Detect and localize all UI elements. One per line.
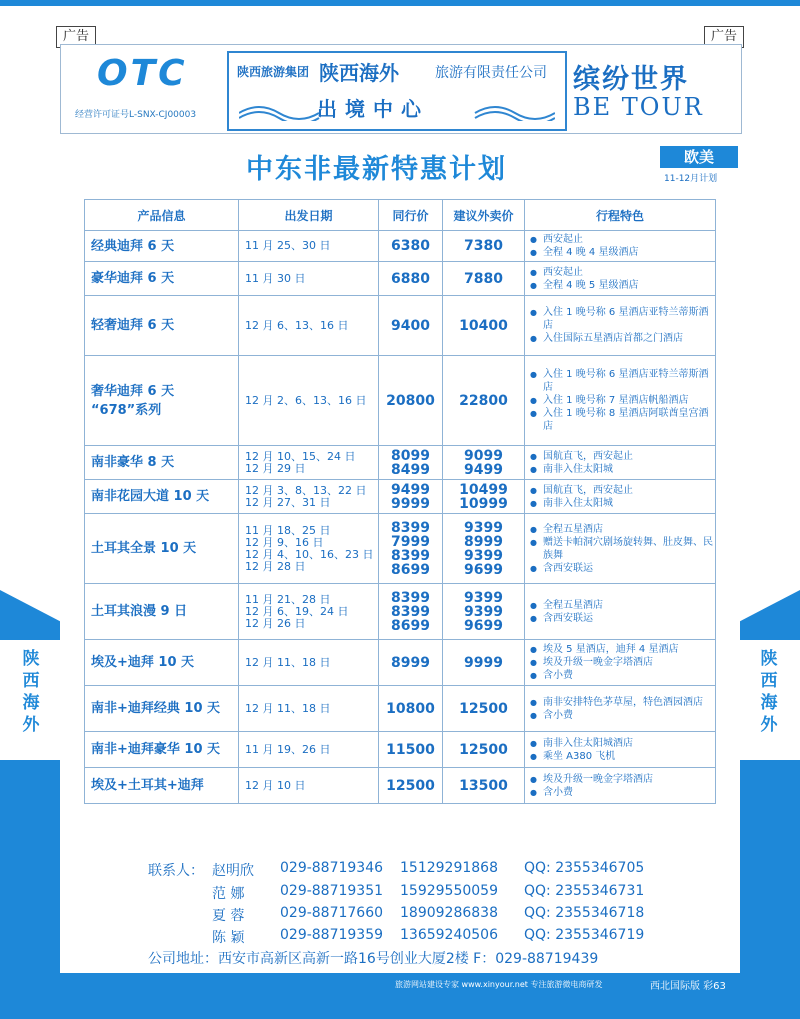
retail-price bbox=[443, 480, 525, 514]
product-name-line: 轻奢迪拜 6 天 bbox=[91, 318, 175, 333]
itinerary-features bbox=[525, 296, 716, 356]
departure-dates-line: 12 月 9、16 日 bbox=[245, 535, 324, 549]
departure-dates-line: 12 月 26 日 bbox=[245, 616, 306, 630]
retail-price bbox=[443, 686, 525, 732]
departure-dates-line: 12 月 2、6、13、16 日 bbox=[245, 393, 367, 407]
trade-price-line: 6880 bbox=[391, 270, 430, 287]
departure-dates-line: 11 月 21、28 日 bbox=[245, 592, 331, 606]
retail-price-line: 9499 bbox=[464, 461, 503, 478]
product-name bbox=[85, 584, 239, 640]
itinerary-features bbox=[525, 356, 716, 446]
column-header: 同行价 bbox=[379, 200, 443, 231]
departure-dates-line: 11 月 30 日 bbox=[245, 271, 306, 285]
product-name bbox=[85, 446, 239, 480]
retail-price-line: 10400 bbox=[459, 317, 508, 334]
itinerary-features bbox=[525, 768, 716, 804]
retail-price-line: 9399 bbox=[464, 589, 503, 606]
contact-mobile: 13659240506 bbox=[400, 927, 498, 943]
itinerary-features bbox=[525, 514, 716, 584]
trade-price-line: 8399 bbox=[391, 547, 430, 564]
feature-item: ● 全程 4 晚 5 星级酒店 bbox=[529, 279, 713, 292]
trade-price-line: 8399 bbox=[391, 589, 430, 606]
trade-price bbox=[379, 356, 443, 446]
product-name bbox=[85, 514, 239, 584]
trade-price-line: 8399 bbox=[391, 603, 430, 620]
departure-dates bbox=[239, 584, 379, 640]
trade-price-line: 7999 bbox=[391, 533, 430, 550]
retail-price-line: 13500 bbox=[459, 777, 508, 794]
departure-dates-line: 12 月 6、19、24 日 bbox=[245, 604, 349, 618]
departure-dates-line: 12 月 10、15、24 日 bbox=[245, 449, 356, 463]
trade-price-line: 8399 bbox=[391, 519, 430, 536]
trade-price bbox=[379, 296, 443, 356]
table-row bbox=[85, 514, 716, 584]
table-row bbox=[85, 296, 716, 356]
itinerary-features bbox=[525, 480, 716, 514]
departure-dates bbox=[239, 231, 379, 262]
retail-price-line: 12500 bbox=[459, 700, 508, 717]
feature-item: ● 含西安联运 bbox=[529, 612, 713, 625]
contact-qq: QQ: 2355346705 bbox=[524, 860, 645, 876]
contact-name: 夏 蓉 bbox=[212, 908, 245, 924]
left-side-text: 陕 西 海 外 bbox=[22, 649, 40, 735]
trade-price-line: 8499 bbox=[391, 461, 430, 478]
trade-price-line: 9499 bbox=[391, 481, 430, 498]
product-name bbox=[85, 356, 239, 446]
trade-price bbox=[379, 584, 443, 640]
product-name bbox=[85, 480, 239, 514]
product-name-line: 南非+迪拜经典 10 天 bbox=[91, 701, 221, 716]
contact-mobile: 15929550059 bbox=[400, 883, 498, 899]
retail-price bbox=[443, 732, 525, 768]
itinerary-features bbox=[525, 686, 716, 732]
table-row bbox=[85, 732, 716, 768]
product-name-line: 埃及+土耳其+迪拜 bbox=[91, 778, 204, 793]
product-name-line: 埃及+迪拜 10 天 bbox=[91, 655, 195, 670]
retail-price bbox=[443, 640, 525, 686]
trade-price-line: 8699 bbox=[391, 561, 430, 578]
departure-dates bbox=[239, 296, 379, 356]
retail-price-line: 22800 bbox=[459, 392, 508, 409]
be-tour-cn-logo: 缤纷世界 bbox=[573, 64, 689, 95]
product-name bbox=[85, 640, 239, 686]
departure-dates-line: 12 月 28 日 bbox=[245, 559, 306, 573]
retail-price-line: 10499 bbox=[459, 481, 508, 498]
departure-dates bbox=[239, 446, 379, 480]
footer-website-text: 旅游网站建设专家 www.xinyour.net 专注旅游微电商研发 bbox=[395, 980, 603, 989]
itinerary-features bbox=[525, 640, 716, 686]
retail-price bbox=[443, 584, 525, 640]
departure-dates bbox=[239, 514, 379, 584]
bottom-border bbox=[0, 1012, 800, 1019]
retail-price-line: 9399 bbox=[464, 547, 503, 564]
retail-price-line: 7380 bbox=[464, 238, 503, 254]
trade-price-line: 9999 bbox=[391, 495, 430, 512]
retail-price-line: 8999 bbox=[464, 533, 503, 550]
feature-item: ● 南非入住太阳城 bbox=[529, 497, 713, 510]
product-name-line: 豪华迪拜 6 天 bbox=[91, 271, 175, 286]
table-row bbox=[85, 356, 716, 446]
product-name-line: 奢华迪拜 6 天 bbox=[91, 383, 175, 399]
contact-qq: QQ: 2355346719 bbox=[524, 927, 645, 943]
departure-dates bbox=[239, 356, 379, 446]
departure-dates bbox=[239, 262, 379, 296]
feature-item: ● 西安起止 bbox=[529, 266, 713, 279]
product-name bbox=[85, 768, 239, 804]
page-title: 中东非最新特惠计划 bbox=[246, 154, 507, 185]
trade-price-line: 12500 bbox=[386, 777, 435, 794]
trade-price bbox=[379, 262, 443, 296]
feature-item: ● 埃及升级一晚金字塔酒店 bbox=[529, 773, 713, 786]
retail-price bbox=[443, 231, 525, 262]
trade-price bbox=[379, 446, 443, 480]
feature-item: ● 含小费 bbox=[529, 786, 713, 799]
feature-item: ● 入住国际五星酒店首都之门酒店 bbox=[529, 332, 713, 345]
itinerary-features bbox=[525, 732, 716, 768]
region-badge: 欧美 bbox=[660, 146, 738, 168]
header bbox=[60, 44, 742, 134]
trade-price bbox=[379, 768, 443, 804]
feature-item: ● 入住 1 晚号称 7 星酒店帆船酒店 bbox=[529, 394, 713, 407]
group-name: 陕西旅游集团 bbox=[237, 65, 310, 79]
table-body bbox=[85, 231, 716, 804]
retail-price bbox=[443, 356, 525, 446]
feature-item: ● 全程 4 晚 4 星级酒店 bbox=[529, 246, 713, 259]
ad-label-right: 广告 bbox=[704, 26, 744, 48]
departure-dates-line: 11 月 19、26 日 bbox=[245, 742, 331, 756]
table-row bbox=[85, 480, 716, 514]
itinerary-features bbox=[525, 584, 716, 640]
retail-price-line: 9699 bbox=[464, 617, 503, 634]
column-header: 行程特色 bbox=[525, 200, 716, 231]
right-side-text: 陕 西 海 外 bbox=[760, 649, 778, 735]
contact-phone: 029-88717660 bbox=[280, 905, 384, 921]
trade-price bbox=[379, 480, 443, 514]
retail-price-line: 9399 bbox=[464, 519, 503, 536]
feature-item: ● 埃及升级一晚金字塔酒店 bbox=[529, 656, 713, 669]
itinerary-features bbox=[525, 262, 716, 296]
trade-price-line: 11500 bbox=[386, 741, 435, 758]
departure-dates-line: 12 月 3、8、13、22 日 bbox=[245, 483, 367, 497]
retail-price-line: 9699 bbox=[464, 561, 503, 578]
departure-dates-line: 12 月 11、18 日 bbox=[245, 701, 331, 715]
feature-item: ● 含小费 bbox=[529, 669, 713, 682]
table-header-row bbox=[85, 200, 716, 231]
trade-price-line: 6380 bbox=[391, 238, 430, 254]
table-row bbox=[85, 686, 716, 732]
retail-price-line: 7880 bbox=[464, 270, 503, 287]
contact-name: 范 娜 bbox=[212, 886, 245, 902]
departure-dates-line: 11 月 25、30 日 bbox=[245, 239, 331, 252]
retail-price bbox=[443, 262, 525, 296]
departure-dates-line: 12 月 10 日 bbox=[245, 778, 306, 792]
departure-dates bbox=[239, 640, 379, 686]
department-name: 出境中心 bbox=[317, 97, 429, 121]
be-tour-en-logo: BE TOUR bbox=[573, 93, 704, 121]
contact-mobile: 18909286838 bbox=[400, 905, 498, 921]
table-row bbox=[85, 584, 716, 640]
feature-item: ● 入住 1 晚号称 8 星酒店阿联酋皇宫酒店 bbox=[529, 407, 713, 433]
ad-label-left: 广告 bbox=[56, 26, 96, 48]
feature-item: ● 全程五星酒店 bbox=[529, 599, 713, 612]
product-name-line: 南非豪华 8 天 bbox=[91, 455, 175, 470]
itinerary-features bbox=[525, 446, 716, 480]
trade-price-line: 8099 bbox=[391, 447, 430, 464]
contact-qq: QQ: 2355346731 bbox=[524, 883, 645, 899]
product-name-line: 南非花园大道 10 天 bbox=[91, 489, 210, 504]
contact-phone: 029-88719346 bbox=[280, 860, 384, 876]
contact-name: 赵明欣 bbox=[212, 863, 254, 879]
otc-logo: OTC bbox=[97, 53, 188, 94]
departure-dates bbox=[239, 732, 379, 768]
feature-item: ● 入住 1 晚号称 6 星酒店亚特兰蒂斯酒店 bbox=[529, 368, 713, 394]
table-row bbox=[85, 446, 716, 480]
contact-qq: QQ: 2355346718 bbox=[524, 905, 645, 921]
retail-price bbox=[443, 514, 525, 584]
feature-item: ● 赠送卡帕洞穴剧场旋转舞、肚皮舞、民族舞 bbox=[529, 536, 713, 562]
trade-price-line: 8699 bbox=[391, 617, 430, 634]
region-subtitle: 11-12月计划 bbox=[664, 174, 718, 184]
license-number: 经营许可证号L-SNX-CJ00003 bbox=[75, 110, 197, 120]
departure-dates bbox=[239, 686, 379, 732]
table-row bbox=[85, 768, 716, 804]
feature-item: ● 全程五星酒店 bbox=[529, 523, 713, 536]
product-name-line: 南非+迪拜豪华 10 天 bbox=[91, 742, 221, 757]
product-name-line: “678”系列 bbox=[91, 402, 162, 418]
product-name bbox=[85, 296, 239, 356]
product-name-line: 经典迪拜 6 天 bbox=[91, 238, 175, 254]
retail-price-line: 12500 bbox=[459, 741, 508, 758]
feature-item: ● 含西安联运 bbox=[529, 562, 713, 575]
company-name: 旅游有限责任公司 bbox=[435, 65, 547, 81]
feature-item: ● 埃及 5 星酒店，迪拜 4 星酒店 bbox=[529, 643, 713, 656]
trade-price-line: 9400 bbox=[391, 317, 430, 334]
trade-price bbox=[379, 231, 443, 262]
retail-price bbox=[443, 446, 525, 480]
feature-item: ● 国航直飞，西安起止 bbox=[529, 450, 713, 463]
product-name bbox=[85, 231, 239, 262]
retail-price bbox=[443, 296, 525, 356]
product-name bbox=[85, 732, 239, 768]
retail-price bbox=[443, 768, 525, 804]
column-header: 产品信息 bbox=[85, 200, 239, 231]
table-row bbox=[85, 640, 716, 686]
column-header: 出发日期 bbox=[239, 200, 379, 231]
product-name-line: 土耳其浪漫 9 日 bbox=[91, 604, 188, 619]
itinerary-features bbox=[525, 231, 716, 262]
contact-label: 联系人： bbox=[148, 863, 204, 879]
contact-phone: 029-88719351 bbox=[280, 883, 384, 899]
departure-dates-line: 11 月 18、25 日 bbox=[245, 523, 331, 537]
feature-item: ● 南非入住太阳城 bbox=[529, 463, 713, 476]
tour-plan-table bbox=[84, 199, 716, 804]
footer-edition: 西北国际版 彩63 bbox=[650, 981, 726, 992]
feature-item: ● 南非入住太阳城酒店 bbox=[529, 737, 713, 750]
brand-name: 陕西海外 bbox=[319, 61, 399, 85]
departure-dates-line: 12 月 27、31 日 bbox=[245, 495, 331, 509]
trade-price bbox=[379, 732, 443, 768]
table-row bbox=[85, 262, 716, 296]
trade-price bbox=[379, 640, 443, 686]
trade-price bbox=[379, 514, 443, 584]
contact-section bbox=[62, 852, 738, 972]
product-name-line: 土耳其全景 10 天 bbox=[91, 541, 197, 556]
trade-price bbox=[379, 686, 443, 732]
contact-phone: 029-88719359 bbox=[280, 927, 384, 943]
departure-dates bbox=[239, 480, 379, 514]
feature-item: ● 乘坐 A380 飞机 bbox=[529, 750, 713, 763]
departure-dates-line: 12 月 29 日 bbox=[245, 461, 306, 475]
company-banner bbox=[227, 51, 567, 131]
top-border bbox=[0, 0, 800, 6]
feature-item: ● 西安起止 bbox=[529, 233, 713, 246]
trade-price-line: 8999 bbox=[391, 654, 430, 671]
column-header: 建议外卖价 bbox=[443, 200, 525, 231]
trade-price-line: 10800 bbox=[386, 700, 435, 717]
feature-item: ● 入住 1 晚号称 6 星酒店亚特兰蒂斯酒店 bbox=[529, 306, 713, 332]
trade-price-line: 20800 bbox=[386, 392, 435, 409]
departure-dates-line: 12 月 6、13、16 日 bbox=[245, 318, 349, 332]
table-row bbox=[85, 231, 716, 262]
company-address: 公司地址：西安市高新区高新一路16号创业大厦2楼 F：029-88719439 bbox=[148, 951, 599, 967]
retail-price-line: 9399 bbox=[464, 603, 503, 620]
feature-item: ● 国航直飞，西安起止 bbox=[529, 484, 713, 497]
departure-dates bbox=[239, 768, 379, 804]
feature-item: ● 南非安排特色茅草屋，特色酒园酒店 bbox=[529, 696, 713, 709]
contact-name: 陈 颖 bbox=[212, 930, 245, 946]
product-name bbox=[85, 686, 239, 732]
departure-dates-line: 12 月 11、18 日 bbox=[245, 655, 331, 669]
retail-price-line: 9999 bbox=[464, 654, 503, 671]
departure-dates-line: 12 月 4、10、16、23 日 bbox=[245, 547, 374, 561]
contact-mobile: 15129291868 bbox=[400, 860, 498, 876]
product-name bbox=[85, 262, 239, 296]
feature-item: ● 含小费 bbox=[529, 709, 713, 722]
retail-price-line: 10999 bbox=[459, 495, 508, 512]
retail-price-line: 9099 bbox=[464, 447, 503, 464]
